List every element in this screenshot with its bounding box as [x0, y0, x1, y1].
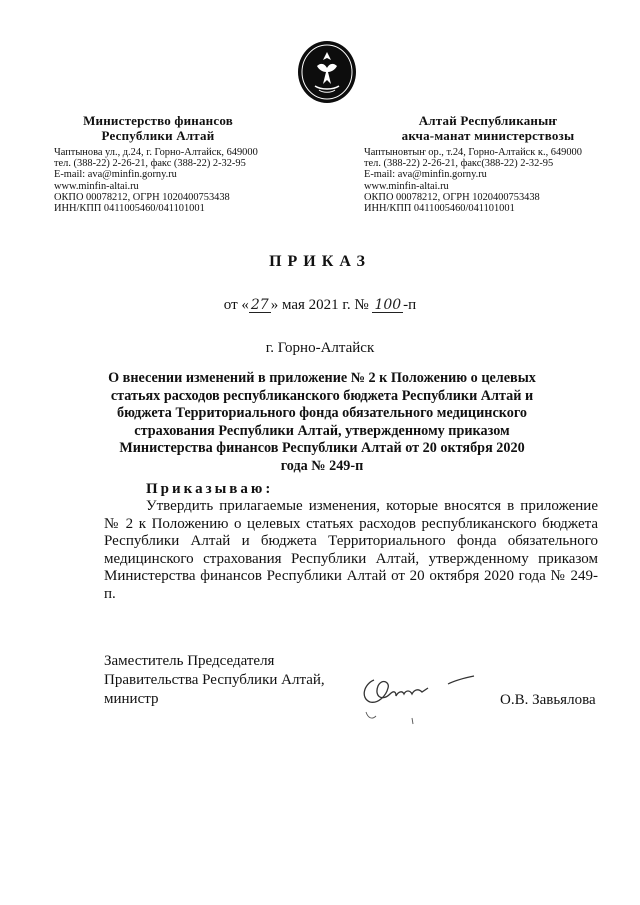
right-org-title-line2: акча-манат министерствозы — [401, 128, 575, 143]
city: г. Горно-Алтайск — [265, 340, 375, 356]
order-date-number — [0, 297, 640, 314]
left-address-line: Чаптынова ул., д.24, г. Горно-Алтайск, 649000 — [54, 147, 258, 158]
left-address-line: ИНН/КПП 0411005460/041101001 — [54, 203, 205, 215]
left-org-address — [54, 147, 258, 214]
document-subject: О внесении изменений в приложение № 2 к Положению о целевых статьях расходов республиканского бюджета Республики Алтай и бюджета Территориального фонда обязательного медицинского страхования Республики Алтай, утвержденному приказом Министерства финансов Республики Алтай от 20 октября 2020 года № 249-п — [108, 370, 536, 474]
right-org-title-line1: Алтай Республиканыҥ — [418, 113, 558, 128]
right-address-line: Чаптыновтыҥ ор., т.24, Горно-Алтайск к., 649000 — [364, 147, 582, 158]
coat-of-arms-emblem — [297, 40, 357, 104]
left-org-title-line2: Республики Алтай — [101, 128, 215, 143]
right-org-title — [368, 113, 608, 143]
left-org-title-line1: Министерство финансов — [83, 113, 233, 128]
signer-position-line2: Правительства Республики Алтай, — [104, 672, 325, 688]
date-prefix: от « — [223, 297, 249, 313]
right-address-line: ИНН/КПП 0411005460/041101001 — [364, 203, 515, 215]
right-address-line: ОКПО 00078212, ОГРН 1020400753438 — [364, 191, 540, 203]
left-address-line: E-mail: ava@minfin.gorny.ru — [54, 169, 177, 181]
number-suffix: -п — [403, 297, 417, 313]
right-address-line: E-mail: ava@minfin.gorny.ru — [364, 169, 487, 181]
left-org-title — [48, 113, 268, 143]
signer-position-line3: министр — [104, 691, 159, 707]
date-day-handwritten: 27 — [250, 297, 269, 313]
date-middle: » мая 2021 г. № — [270, 297, 369, 313]
order-number-handwritten: 100 — [374, 297, 402, 313]
left-address-line: www.minfin-altai.ru — [54, 180, 139, 192]
right-address-line: тел. (388-22) 2-26-21, факс(388-22) 2-32-95 — [364, 158, 554, 170]
document-body: Утвердить прилагаемые изменения, которые вносятся в приложение № 2 к Положению о целевых статьях расходов республиканского бюджета Республики Алтай и бюджета Территориального фонда обязательного медицинского страхования Республики Алтай, утвержденному приказом Министерства финансов Республики Алтай от 20 октября 2020 года № 249-п. — [104, 498, 598, 602]
document-title: ПРИКАЗ — [269, 253, 371, 270]
left-address-line: ОКПО 00078212, ОГРН 1020400753438 — [54, 191, 230, 203]
right-org-address — [364, 147, 582, 214]
signer-name: О.В. Завьялова — [500, 692, 596, 708]
left-address-line: тел. (388-22) 2-26-21, факс (388-22) 2-32-95 — [54, 158, 246, 170]
order-directive-word: Приказываю: — [146, 481, 274, 497]
signer-position-line1: Заместитель Председателя — [104, 653, 275, 669]
handwritten-signature — [352, 662, 482, 730]
signer-position — [104, 652, 325, 709]
right-address-line: www.minfin-altai.ru — [364, 180, 449, 192]
